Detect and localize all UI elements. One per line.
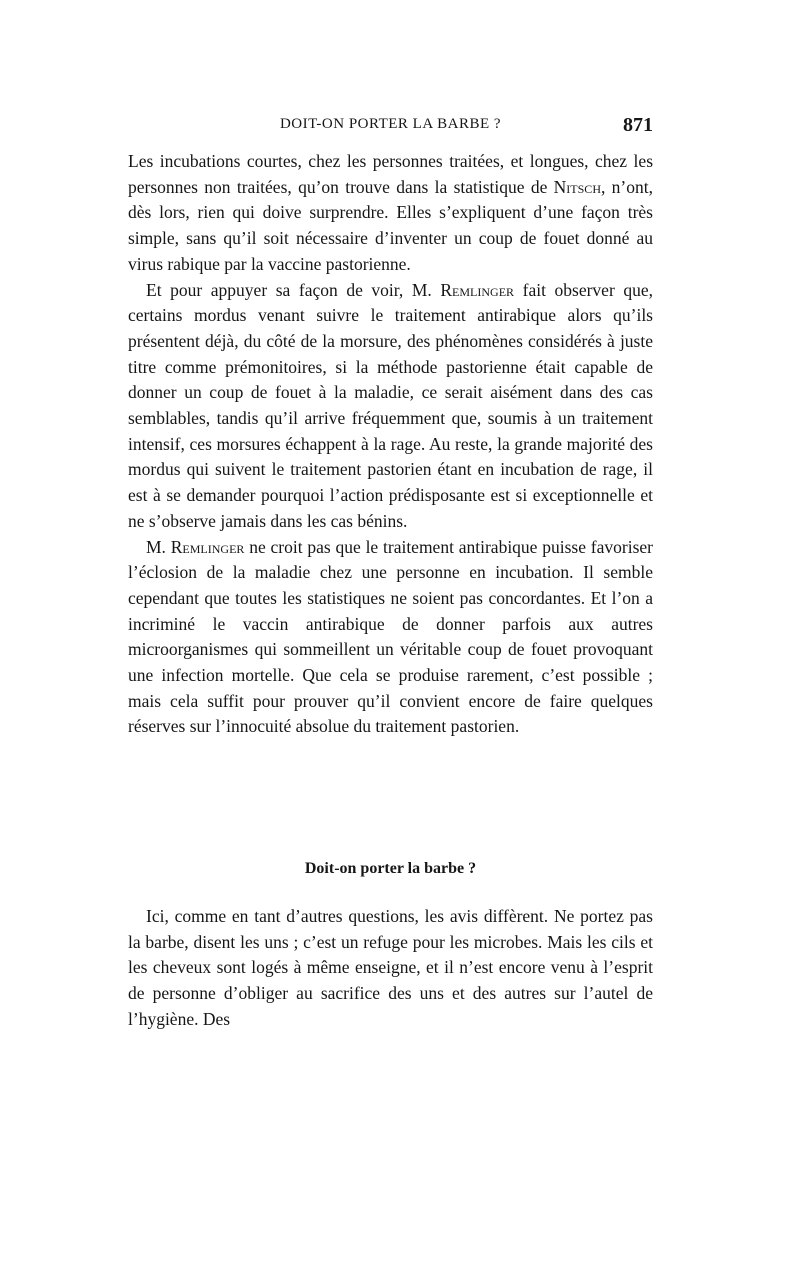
author-name-remlinger: Remlinger [440,279,515,300]
paragraph-3 [128,535,653,741]
paragraph-1 [128,149,653,278]
running-title: DOIT-ON PORTER LA BARBE ? [279,116,502,132]
paragraph-3-text-a: M. [146,536,171,557]
page-number: 871 [623,114,653,136]
section-paragraph: Ici, comme en tant d’autres questions, les avis diffèrent. Ne portez pas la barbe, disent les uns ; c’est un refuge pour les microbes. Mais les cils et les cheveux sont logés à même enseigne, et il n’est encore venu à l’esprit de personne d’obliger au sacrifice des uns et des autres sur l’autel de l’hygiène. Des [128,906,653,1029]
running-head [128,116,653,140]
paragraph-1-text-a: Les incubations courtes, chez les personnes traitées, et longues, chez les personnes non traitées, qu’on trouve dans la statistique de [128,151,653,197]
section-heading: Doit-on porter la barbe ? [304,860,477,877]
paragraph-2-text-a: Et pour appuyer sa façon de voir, M. [146,279,441,300]
author-name-remlinger: Remlinger [170,536,245,557]
paragraph-3-text-b: ne croit pas que le traitement antirabique puisse favoriser l’éclosion de la maladie chez une personne en incubation. Il semble cependant que toutes les statistiques ne soient pas concordantes. Et l’on a incriminé le vaccin antirabique de donner parfois aux autres microorganismes qui sommeillent un véritable coup de fouet provoquant une infection mortelle. Que cela se produise rarement, c’est possible ; mais cela suffit pour prouver qu’il convient encore de faire quelques réserves sur l’innocuité absolue du traitement pastorien. [128,536,653,737]
paragraph-2 [128,278,653,535]
author-name-nitsch: Nitsch [553,176,601,197]
section-body-text [128,904,653,1033]
paragraph-1-text-b: , n’ont, dès lors, rien qui doive surprendre. Elles s’expliquent d’une façon très simple, sans qu’il soit nécessaire d’inventer un coup de fouet donné au virus rabique par la vaccine pastorienne. [128,176,653,274]
body-text [128,149,653,740]
paragraph-2-text-b: fait observer que, certains mordus venant suivre le traitement antirabique alors qu’ils présentent déjà, du côté de la morsure, des phénomènes considérés à juste titre comme prémonitoires, si la méthode pastorienne était capable de donner un coup de fouet à la maladie, ce serait aisément dans des cas semblables, tandis qu’il arrive fréquemment que, soumis à un traitement intensif, ces morsures échappent à la rage. Au reste, la grande majorité des mordus qui suivent le traitement pastorien étant en incubation de rage, il est à se demander pourquoi l’action prédisposante est si exceptionnelle et ne s’observe jamais dans les cas bénins. [128,279,653,531]
